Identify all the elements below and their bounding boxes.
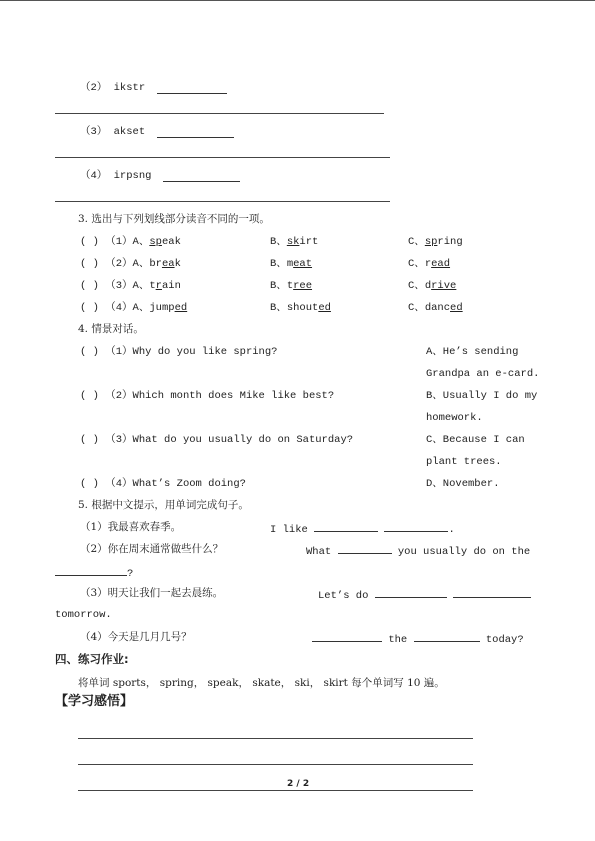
option-a-label: A、 — [132, 236, 150, 248]
underlined-part: ead — [431, 258, 451, 270]
s3-row-4-option-b — [270, 301, 331, 315]
item-number: （3） — [80, 126, 108, 138]
s5-1-chinese: （1）我最喜欢春季。 — [80, 521, 182, 533]
option-a-label: A、 — [132, 280, 150, 292]
option-a-label: A、 — [132, 258, 150, 270]
word-part: k — [174, 236, 181, 248]
sentence-end: . — [448, 524, 455, 536]
question-text: Which month does Mike like best? — [132, 390, 335, 402]
scrambled-word: akset — [113, 126, 146, 138]
s5-3-chinese: （3）明天让我们一起去晨练。 — [80, 587, 224, 599]
page-top-border — [0, 0, 595, 1]
question-text: Why do you like spring? — [132, 346, 278, 358]
s5-2-chinese: （2）你在周末通常做些什么？ — [80, 543, 224, 555]
underlined-part: ree — [293, 280, 313, 292]
answer-blank[interactable] — [157, 82, 227, 94]
sentence-end: today? — [485, 634, 524, 646]
s4-question-2 — [80, 389, 334, 403]
s3-row-2-option-b — [270, 257, 312, 271]
s3-row-2 — [80, 257, 181, 271]
section-4-title: 4. 情景对话。 — [78, 323, 144, 335]
s4-answer-c-line2: plant trees. — [426, 456, 502, 468]
unscramble-item-2 — [80, 81, 145, 95]
sentence-text: What — [306, 546, 332, 558]
s4-answer-b-line2: homework. — [426, 412, 483, 424]
option-c-label: C、 — [408, 302, 425, 314]
option-b-label: B、 — [270, 280, 287, 292]
option-c-label: C、 — [408, 280, 425, 292]
answer-blank[interactable] — [414, 630, 480, 642]
answer-blank[interactable] — [338, 542, 392, 554]
s3-row-1-option-c — [408, 235, 463, 249]
underlined-part: rive — [431, 280, 457, 292]
item-number: （3） — [105, 434, 133, 446]
word-part: jump — [149, 302, 175, 314]
s5-2-english — [306, 542, 530, 559]
reflection-heading: 【学习感悟】 — [55, 694, 134, 709]
item-number: （4） — [105, 478, 133, 490]
scrambled-word: ikstr — [113, 82, 146, 94]
section-5-title: 5. 根据中文提示，用单词完成句子。 — [78, 499, 249, 511]
item-number: （1） — [105, 236, 133, 248]
underlined-part: ea — [161, 258, 175, 270]
sentence-end: ? — [127, 568, 134, 580]
word-part: t — [149, 280, 156, 292]
homework-heading: 四、练习作业: — [55, 652, 129, 666]
s3-row-4-option-c — [408, 301, 463, 315]
underlined-part: r — [155, 280, 162, 292]
option-b-label: B、 — [270, 302, 287, 314]
word-part: t — [286, 280, 294, 292]
underlined-part: ed — [450, 302, 463, 314]
answer-blank[interactable] — [163, 170, 240, 182]
word-part: br — [149, 258, 162, 270]
answer-paren[interactable]: ( ) — [80, 390, 99, 402]
reflection-line-3[interactable] — [78, 790, 473, 791]
s4-answer-a-line1: A、He’s sending — [426, 346, 519, 358]
item-number: （2） — [105, 258, 133, 270]
s3-row-3-option-c — [408, 279, 456, 293]
answer-paren[interactable]: ( ) — [80, 280, 99, 292]
answer-paren[interactable]: ( ) — [80, 236, 99, 248]
s3-row-3-option-b — [270, 279, 312, 293]
s5-4-chinese: （4）今天是几月几号？ — [80, 631, 192, 643]
s4-question-4 — [80, 477, 246, 491]
s4-answer-b-line1: B、Usually I do my — [426, 390, 538, 402]
word-part: ring — [437, 236, 463, 248]
option-c-label: C、 — [408, 258, 425, 270]
answer-blank[interactable] — [384, 520, 448, 532]
answer-line[interactable] — [55, 201, 390, 202]
s4-answer-d: D、November. — [426, 478, 500, 490]
item-number: （1） — [105, 346, 133, 358]
page-number: 2 / 2 — [287, 779, 310, 789]
answer-line[interactable] — [55, 113, 384, 114]
word-part: irt — [299, 236, 319, 248]
answer-line[interactable] — [55, 157, 390, 158]
sentence-text: the — [388, 634, 408, 646]
sentence-text: Let’s do — [318, 590, 369, 602]
answer-paren[interactable]: ( ) — [80, 434, 99, 446]
option-a-label: A、 — [132, 302, 150, 314]
scrambled-word: irpsng — [113, 170, 152, 182]
underlined-part: eat — [293, 258, 313, 270]
unscramble-item-3 — [80, 125, 145, 139]
s5-1-english — [270, 520, 455, 537]
section-3-title: 3. 选出与下列划线部分读音不同的一项。 — [78, 213, 270, 225]
word-part: shout — [286, 302, 319, 314]
underlined-part: sp — [149, 236, 162, 248]
word-part: d — [424, 280, 432, 292]
answer-blank[interactable] — [157, 126, 234, 138]
item-number: （2） — [105, 390, 133, 402]
s4-answer-c-line1: C、Because I can — [426, 434, 525, 446]
underlined-part: ed — [318, 302, 331, 314]
item-number: （2） — [80, 82, 108, 94]
option-c-label: C、 — [408, 236, 425, 248]
answer-blank[interactable] — [453, 586, 531, 598]
sentence-text: you usually do on the — [397, 546, 531, 558]
answer-paren[interactable]: ( ) — [80, 346, 99, 358]
s4-answer-a-line2: Grandpa an e-card. — [426, 368, 540, 380]
sentence-text: I like — [270, 524, 308, 536]
underlined-part: sk — [286, 236, 300, 248]
underlined-part: ed — [174, 302, 188, 314]
reflection-line-2[interactable] — [78, 764, 473, 765]
question-text: What do you usually do on Saturday? — [132, 434, 354, 446]
word-part: m — [286, 258, 294, 270]
reflection-line-1[interactable] — [78, 738, 473, 739]
question-text: What’s Zoom doing? — [132, 478, 246, 490]
s5-2-continuation — [55, 564, 133, 581]
s3-row-3 — [80, 279, 181, 293]
answer-blank[interactable] — [314, 520, 378, 532]
s5-4-english — [312, 630, 524, 647]
option-b-label: B、 — [270, 236, 287, 248]
item-number: （4） — [105, 302, 133, 314]
item-number: （3） — [105, 280, 133, 292]
s3-row-1 — [80, 235, 181, 249]
unscramble-item-4 — [80, 169, 151, 183]
answer-blank[interactable] — [312, 630, 382, 642]
s3-row-1-option-b — [270, 235, 318, 249]
s5-3-continuation: tomorrow. — [55, 609, 112, 621]
s3-row-2-option-c — [408, 257, 450, 271]
word-part: r — [424, 258, 432, 270]
answer-paren[interactable]: ( ) — [80, 302, 99, 314]
s3-row-4 — [80, 301, 187, 315]
answer-blank[interactable] — [375, 586, 447, 598]
word-part: ain — [161, 280, 181, 292]
s4-question-3 — [80, 433, 353, 447]
word-part: danc — [424, 302, 451, 314]
homework-text: 将单词 sports， spring， speak， skate， ski， skirt 每个单词写 10 遍。 — [78, 677, 445, 689]
underlined-part: sp — [424, 236, 438, 248]
word-part: ea — [161, 236, 175, 248]
option-b-label: B、 — [270, 258, 287, 270]
answer-paren[interactable]: ( ) — [80, 258, 99, 270]
answer-blank[interactable] — [55, 564, 127, 576]
word-part: k — [174, 258, 181, 270]
item-number: （4） — [80, 170, 108, 182]
answer-paren[interactable]: ( ) — [80, 478, 99, 490]
s4-question-1 — [80, 345, 277, 359]
s5-3-english — [318, 586, 531, 603]
